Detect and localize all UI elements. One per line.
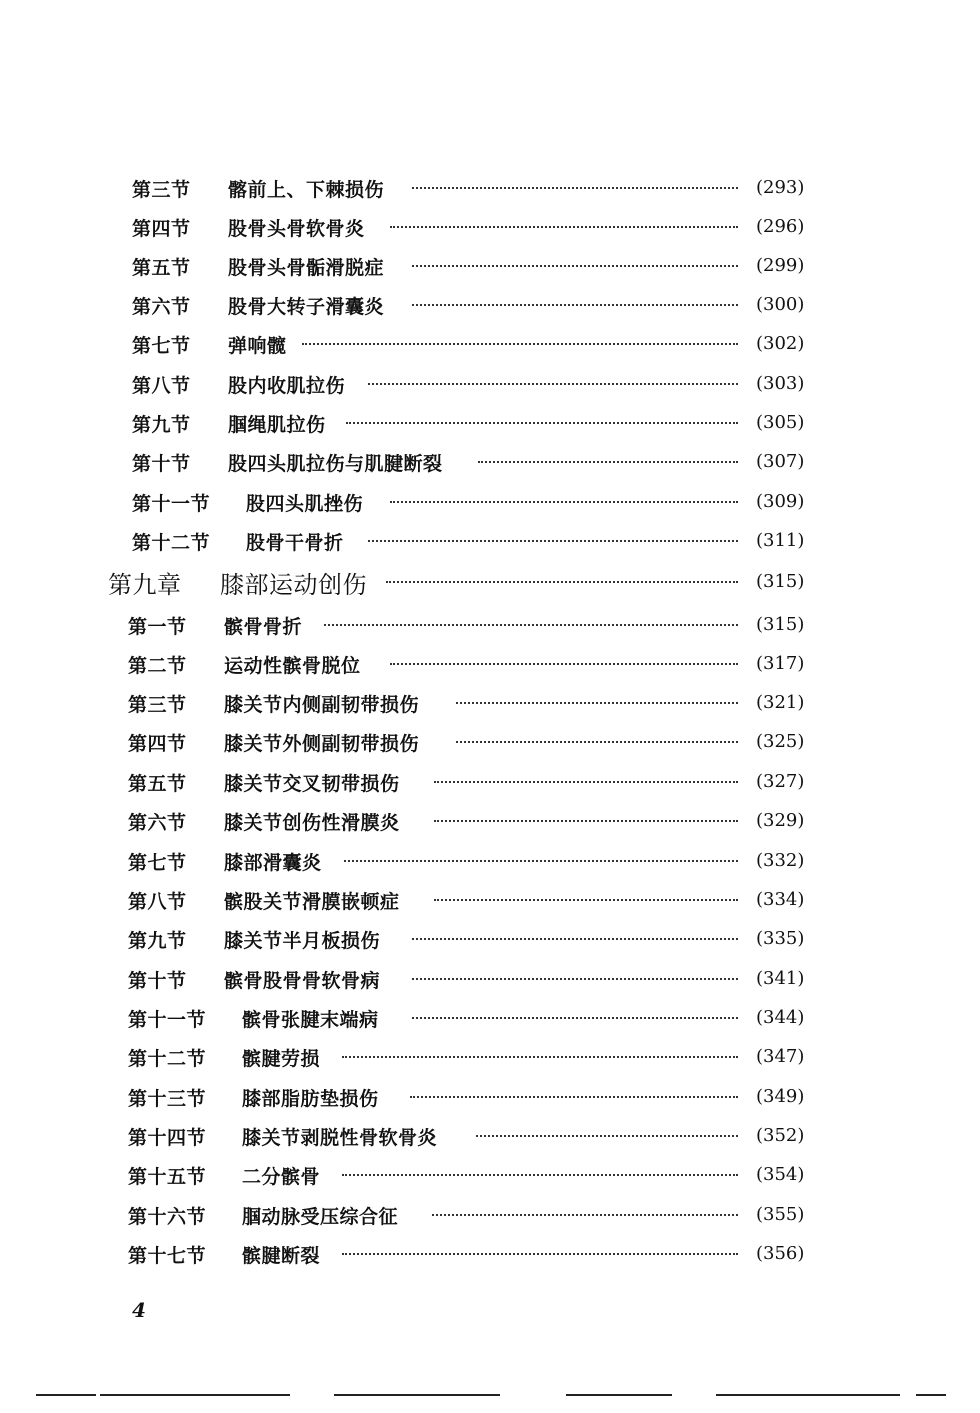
dot-leader [342,1174,738,1176]
section-label: 第九节 [128,930,187,952]
entry-title: 膝关节外侧副韧带损伤 [224,733,420,755]
section-label: 第十六节 [128,1206,207,1228]
dot-leader [390,226,738,228]
chapter-title: 膝部运动创伤 [220,571,367,599]
toc-entry [0,175,980,205]
toc-entry [0,651,980,681]
toc-entry [0,1044,980,1074]
entry-title: 腘绳肌拉伤 [228,414,326,436]
toc-entry [0,887,980,917]
entry-page: (315) [756,571,805,592]
entry-page: (352) [756,1125,805,1146]
entry-title: 髌腱劳损 [242,1048,321,1070]
toc-entry [0,449,980,479]
entry-title: 腘动脉受压综合征 [242,1206,399,1228]
section-label: 第七节 [128,852,187,874]
dot-leader [432,1214,738,1216]
dot-leader [434,781,738,783]
scan-edge-line [36,1394,96,1396]
toc-entry [0,966,980,996]
entry-page: (300) [756,294,805,315]
section-label: 第四节 [132,218,191,240]
entry-title: 膝部脂肪垫损伤 [242,1088,379,1110]
toc-entry [0,1005,980,1035]
entry-title: 股骨头骨软骨炎 [228,218,365,240]
section-label: 第十二节 [132,532,211,554]
toc-entry [0,1202,980,1232]
chapter-label: 第九章 [108,571,182,599]
section-label: 第六节 [128,812,187,834]
entry-page: (317) [756,653,805,674]
toc-entry [0,253,980,283]
entry-page: (347) [756,1046,805,1067]
section-label: 第十三节 [128,1088,207,1110]
dot-leader [344,860,738,862]
entry-page: (293) [756,177,805,198]
dot-leader [324,624,738,626]
section-label: 第五节 [128,773,187,795]
entry-title: 髌股关节滑膜嵌顿症 [224,891,400,913]
toc-entry [0,926,980,956]
toc-entry [0,371,980,401]
section-label: 第十一节 [128,1009,207,1031]
toc-entry [0,769,980,799]
section-label: 第二节 [128,655,187,677]
entry-title: 运动性髌骨脱位 [224,655,361,677]
dot-leader [368,383,738,385]
dot-leader [456,702,738,704]
entry-title: 髌骨股骨骨软骨病 [224,970,381,992]
entry-title: 髂前上、下棘损伤 [228,179,385,201]
entry-page: (315) [756,614,805,635]
dot-leader [476,1135,738,1137]
entry-page: (354) [756,1164,805,1185]
dot-leader [412,304,738,306]
section-label: 第十五节 [128,1166,207,1188]
section-label: 第十节 [128,970,187,992]
toc-entry [0,331,980,361]
entry-title: 膝关节交叉韧带损伤 [224,773,400,795]
entry-page: (344) [756,1007,805,1028]
toc-entry [0,528,980,558]
toc-entry [0,1123,980,1153]
dot-leader [412,938,738,940]
entry-title: 股四头肌拉伤与肌腱断裂 [228,453,443,475]
entry-title: 髌骨张腱末端病 [242,1009,379,1031]
scan-edge-line [100,1394,290,1396]
section-label: 第十七节 [128,1245,207,1267]
dot-leader [386,581,738,583]
entry-page: (356) [756,1243,805,1264]
section-label: 第十一节 [132,493,211,515]
entry-page: (329) [756,810,805,831]
toc-entry [0,1241,980,1271]
entry-title: 股骨大转子滑囊炎 [228,296,385,318]
toc-chapter [0,569,980,599]
entry-title: 髌腱断裂 [242,1245,321,1267]
entry-title: 股内收肌拉伤 [228,375,346,397]
section-label: 第十二节 [128,1048,207,1070]
section-label: 第十四节 [128,1127,207,1149]
entry-page: (309) [756,491,805,512]
toc-entry [0,410,980,440]
section-label: 第六节 [132,296,191,318]
entry-title: 髌骨骨折 [224,616,303,638]
section-label: 第一节 [128,616,187,638]
entry-title: 膝关节剥脱性骨软骨炎 [242,1127,438,1149]
dot-leader [346,422,738,424]
dot-leader [478,461,738,463]
entry-title: 膝部滑囊炎 [224,852,322,874]
section-label: 第三节 [132,179,191,201]
dot-leader [434,820,738,822]
scan-edge-line [566,1394,672,1396]
dot-leader [412,265,738,267]
dot-leader [342,1056,738,1058]
toc-entry [0,808,980,838]
dot-leader [390,663,738,665]
toc-entry [0,1084,980,1114]
dot-leader [456,741,738,743]
entry-title: 膝关节内侧副韧带损伤 [224,694,420,716]
entry-page: (305) [756,412,805,433]
section-label: 第四节 [128,733,187,755]
section-label: 第七节 [132,335,191,357]
page-number: 4 [132,1298,146,1322]
toc-entry [0,729,980,759]
dot-leader [390,501,738,503]
section-label: 第十节 [132,453,191,475]
entry-title: 二分髌骨 [242,1166,321,1188]
dot-leader [342,1253,738,1255]
dot-leader [412,187,738,189]
toc-entry [0,1162,980,1192]
dot-leader [434,899,738,901]
entry-page: (321) [756,692,805,713]
entry-page: (341) [756,968,805,989]
toc-entry [0,612,980,642]
toc-entry [0,214,980,244]
entry-page: (325) [756,731,805,752]
section-label: 第三节 [128,694,187,716]
entry-page: (302) [756,333,805,354]
section-label: 第八节 [132,375,191,397]
scan-edge-line [334,1394,500,1396]
dot-leader [412,1017,738,1019]
dot-leader [302,343,738,345]
toc-entry [0,489,980,519]
section-label: 第八节 [128,891,187,913]
entry-title: 股骨干骨折 [246,532,344,554]
entry-title: 股骨头骨骺滑脱症 [228,257,385,279]
toc-entry [0,292,980,322]
entry-page: (303) [756,373,805,394]
entry-page: (335) [756,928,805,949]
entry-title: 股四头肌挫伤 [246,493,364,515]
entry-page: (299) [756,255,805,276]
entry-page: (296) [756,216,805,237]
entry-page: (334) [756,889,805,910]
dot-leader [412,978,738,980]
scan-edge-line [716,1394,900,1396]
entry-page: (327) [756,771,805,792]
entry-title: 弹响髋 [228,335,287,357]
dot-leader [410,1096,738,1098]
scan-edge-line [916,1394,946,1396]
entry-title: 膝关节半月板损伤 [224,930,381,952]
entry-page: (355) [756,1204,805,1225]
dot-leader [368,540,738,542]
entry-page: (311) [756,530,805,551]
section-label: 第五节 [132,257,191,279]
entry-page: (307) [756,451,805,472]
entry-page: (349) [756,1086,805,1107]
entry-title: 膝关节创伤性滑膜炎 [224,812,400,834]
entry-page: (332) [756,850,805,871]
toc-entry [0,848,980,878]
section-label: 第九节 [132,414,191,436]
toc-entry [0,690,980,720]
